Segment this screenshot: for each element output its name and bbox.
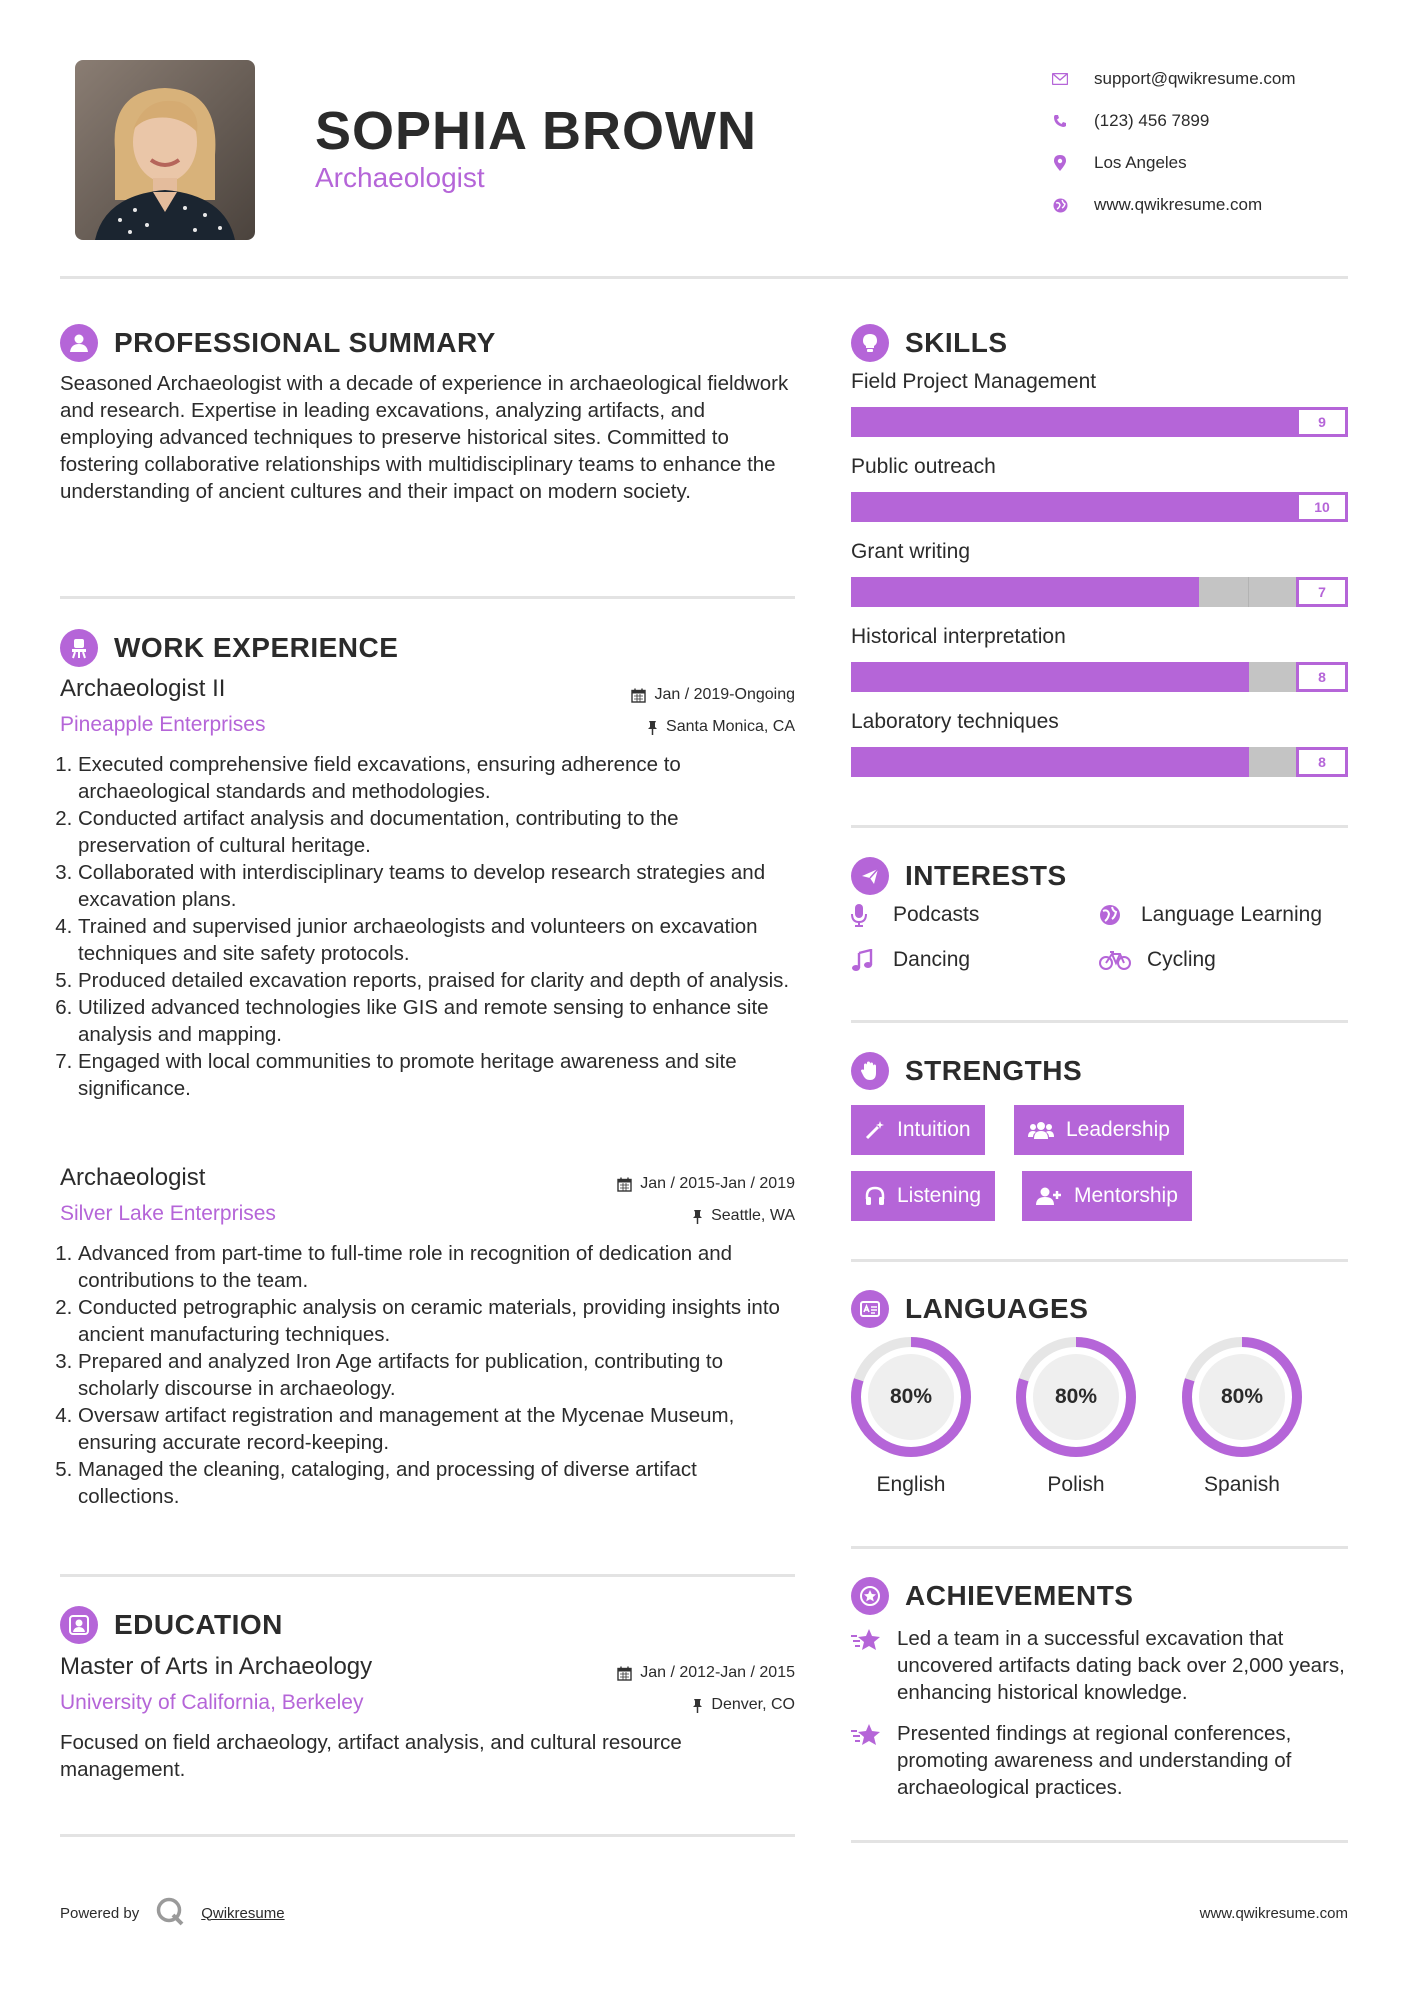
music-icon [851, 949, 879, 971]
skill-item [851, 710, 1348, 777]
skill-bar-segment [901, 662, 951, 692]
skill-bar-segment [1050, 407, 1100, 437]
skill-bar-segment [1099, 407, 1149, 437]
language-name: English [876, 1473, 946, 1496]
skill-name: Laboratory techniques [851, 710, 1059, 733]
shooting-star-icon [851, 1720, 897, 1801]
skill-bar-segment [950, 662, 1000, 692]
strength-tag: Intuition [851, 1105, 985, 1155]
skill-bar-segment [1099, 577, 1149, 607]
language-ring [849, 1335, 973, 1459]
skill-value: 10 [1296, 492, 1348, 522]
skill-name: Grant writing [851, 540, 971, 563]
list-item: 4. Oversaw artifact registration and management at the Mycenae Museum, ensuring accurate record-keeping. [78, 1402, 795, 1456]
summary-text: Seasoned Archaeologist with a decade of experience in archaeological fieldwork and research. Expertise in leading excavations, analyzing artifacts, and employing advanced techniques to preserve historical sites. Committed to fostering collaborative relationships with multidisciplinary teams to enhance the understanding of ancient cultures and their impact on modern society. [60, 372, 789, 503]
achievement-item: Presented findings at regional conferences, promoting awareness and understanding of archaeological practices. [851, 1720, 1351, 1801]
website-text: www.qwikresume.com [1094, 195, 1263, 214]
skill-bar-segment [1249, 747, 1299, 777]
skill-bar [851, 577, 1348, 607]
skill-bar-segment [1000, 407, 1050, 437]
paper-plane-icon [851, 857, 889, 895]
skill-bar-segment [1050, 577, 1100, 607]
skill-name: Historical interpretation [851, 625, 1066, 648]
work-title: WORK EXPERIENCE [114, 632, 399, 663]
education-title: EDUCATION [114, 1609, 283, 1640]
contact-email[interactable] [1050, 58, 1296, 100]
language-card-icon [851, 1290, 889, 1328]
skills-heading [851, 324, 1008, 362]
skill-item [851, 540, 1348, 607]
pushpin-icon [647, 720, 658, 735]
skill-bar-segment [1050, 492, 1100, 522]
skill-bar-segment [851, 577, 901, 607]
portrait-image [75, 60, 255, 240]
skill-bar-segment [950, 747, 1000, 777]
star-badge-icon [851, 1577, 889, 1615]
education-heading [60, 1606, 283, 1644]
strengths-title: STRENGTHS [905, 1055, 1083, 1086]
interests-heading [851, 857, 1067, 895]
skill-bar [851, 492, 1348, 522]
education-divider [60, 1834, 795, 1837]
location-text: Los Angeles [1094, 153, 1187, 172]
language-item [1180, 1335, 1304, 1497]
phone-text: (123) 456 7899 [1094, 111, 1210, 130]
strengths-divider [851, 1259, 1348, 1262]
envelope-icon [1050, 69, 1070, 89]
job-entry [60, 675, 795, 1102]
skill-bar [851, 407, 1348, 437]
skill-bar-segment [950, 407, 1000, 437]
qwikresume-link[interactable]: Qwikresume [201, 1904, 285, 1922]
language-item [849, 1335, 973, 1497]
achievement-item: Led a team in a successful excavation that uncovered artifacts dating back over 2,000 years, enhancing historical knowledge. [851, 1625, 1351, 1706]
language-item [1014, 1335, 1138, 1497]
contact-list [1050, 58, 1296, 226]
skill-value: 9 [1296, 407, 1348, 437]
headphones-icon [865, 1186, 885, 1206]
job-meta [631, 679, 795, 743]
skill-item [851, 455, 1348, 522]
list-item: 2. Conducted petrographic analysis on ceramic materials, providing insights into ancient manufacturing techniques. [78, 1294, 795, 1348]
language-name: Polish [1047, 1473, 1105, 1496]
calendar-icon [631, 688, 646, 703]
languages-title: LANGUAGES [905, 1293, 1089, 1324]
list-item: 5. Produced detailed excavation reports, praised for clarity and depth of analysis. [78, 967, 795, 994]
skills-title: SKILLS [905, 327, 1008, 358]
job-location: Seattle, WA [617, 1200, 795, 1232]
skill-bar-segment [901, 407, 951, 437]
magic-wand-icon [865, 1120, 885, 1140]
skill-bar-segment [1149, 747, 1199, 777]
skill-value: 8 [1296, 747, 1348, 777]
language-percent: 80% [889, 1385, 933, 1408]
skill-bar [851, 662, 1348, 692]
language-percent: 80% [1220, 1385, 1264, 1408]
skill-bar-segment [1099, 492, 1149, 522]
skills-divider [851, 825, 1348, 828]
job-title: Archaeologist [60, 1164, 206, 1191]
strength-tag: Mentorship [1022, 1171, 1192, 1221]
work-heading [60, 629, 398, 667]
work-divider [60, 1574, 795, 1577]
contact-website[interactable] [1050, 184, 1296, 226]
skill-bar-segment [950, 492, 1000, 522]
skill-value: 8 [1296, 662, 1348, 692]
job-dates: Jan / 2019-Ongoing [631, 679, 795, 711]
skill-item [851, 625, 1348, 692]
candidate-title: Archaeologist [315, 162, 485, 193]
skill-bar-segment [950, 577, 1000, 607]
skill-bar-segment [1199, 407, 1249, 437]
skill-bar-segment [851, 662, 901, 692]
skill-bar-segment [1249, 662, 1299, 692]
summary-divider [60, 596, 795, 599]
skill-bar-segment [1000, 662, 1050, 692]
raised-hand-icon [851, 1052, 889, 1090]
skill-bar [851, 747, 1348, 777]
education-dates: Jan / 2012-Jan / 2015 [617, 1657, 795, 1689]
list-item: 1. Advanced from part-time to full-time role in recognition of dedication and contributions to the team. [78, 1240, 795, 1294]
skill-bar-segment [851, 492, 901, 522]
skill-bar-segment [1149, 577, 1199, 607]
skill-bar-segment [1199, 662, 1249, 692]
user-icon [60, 324, 98, 362]
strength-tag: Leadership [1014, 1105, 1184, 1155]
language-percent: 80% [1054, 1385, 1098, 1408]
list-item: 3. Prepared and analyzed Iron Age artifacts for publication, contributing to scholarly discourse in archaeology. [78, 1348, 795, 1402]
job-meta [617, 1168, 795, 1232]
footer-website-link[interactable]: www.qwikresume.com [1199, 1905, 1348, 1922]
qwikresume-logo-icon [155, 1896, 185, 1930]
job-title: Archaeologist II [60, 675, 226, 702]
skill-value: 7 [1296, 577, 1348, 607]
contact-location [1050, 142, 1296, 184]
summary-heading [60, 324, 496, 362]
skill-bar-segment [1149, 492, 1199, 522]
job-entry [60, 1164, 795, 1510]
lightbulb-icon [851, 324, 889, 362]
skill-bar-segment [1149, 662, 1199, 692]
job-dates: Jan / 2015-Jan / 2019 [617, 1168, 795, 1200]
job-company: Pineapple Enterprises [60, 713, 266, 736]
list-item: 3. Collaborated with interdisciplinary teams to develop research strategies and excavation plans. [78, 859, 795, 913]
email-text: support@qwikresume.com [1094, 69, 1296, 88]
list-item: 1. Executed comprehensive field excavations, ensuring adherence to archaeological standards and methodologies. [78, 751, 795, 805]
bicycle-icon [1099, 950, 1133, 970]
achievements-heading [851, 1577, 1133, 1615]
interests-title: INTERESTS [905, 860, 1067, 891]
achievements-title: ACHIEVEMENTS [905, 1580, 1134, 1611]
skill-bar-segment [1149, 407, 1199, 437]
skill-bar-segment [1199, 747, 1249, 777]
strengths-heading [851, 1052, 1082, 1090]
languages-heading [851, 1290, 1088, 1328]
candidate-name: SOPHIA BROWN [315, 101, 757, 161]
graduate-icon [60, 1606, 98, 1644]
interest-item: Podcasts [851, 903, 979, 927]
language-name: Spanish [1204, 1473, 1280, 1496]
interest-item: Language Learning [1099, 903, 1322, 927]
skill-bar-segment [1249, 577, 1299, 607]
skill-bar-segment [901, 577, 951, 607]
phone-icon [1050, 111, 1070, 131]
calendar-icon [617, 1177, 632, 1192]
strength-tag: Listening [851, 1171, 995, 1221]
list-item: 7. Engaged with local communities to promote heritage awareness and site significance. [78, 1048, 795, 1102]
achievements-divider [851, 1840, 1348, 1843]
list-item: 6. Utilized advanced technologies like GIS and remote sensing to enhance site analysis and mapping. [78, 994, 795, 1048]
degree-title: Master of Arts in Archaeology [60, 1653, 373, 1680]
list-item: 2. Conducted artifact analysis and documentation, contributing to the preservation of cultural heritage. [78, 805, 795, 859]
skill-bar-segment [1249, 407, 1299, 437]
job-responsibilities [60, 751, 795, 1102]
skill-bar-segment [1199, 577, 1249, 607]
skill-bar-segment [1000, 492, 1050, 522]
interest-item: Dancing [851, 948, 970, 972]
pushpin-icon [692, 1209, 703, 1224]
education-description: Focused on field archaeology, artifact analysis, and cultural resource management. [60, 1731, 682, 1781]
skill-bar-segment [1000, 747, 1050, 777]
skill-bar-segment [851, 747, 901, 777]
skill-bar-segment [1199, 492, 1249, 522]
skill-bar-segment [901, 747, 951, 777]
job-responsibilities [60, 1240, 795, 1510]
profile-photo [75, 60, 255, 240]
contact-phone[interactable] [1050, 100, 1296, 142]
skill-bar-segment [1099, 662, 1149, 692]
globe-icon [1099, 904, 1127, 926]
language-ring [1014, 1335, 1138, 1459]
job-location: Santa Monica, CA [631, 711, 795, 743]
skill-item [851, 370, 1348, 437]
skill-bar-segment [901, 492, 951, 522]
interest-item: Cycling [1099, 948, 1216, 972]
education-entry [60, 1653, 795, 1783]
languages-divider [851, 1546, 1348, 1549]
microphone-icon [851, 903, 879, 927]
school-name: University of California, Berkeley [60, 1691, 364, 1714]
user-plus-icon [1036, 1186, 1062, 1206]
skill-bar-segment [851, 407, 901, 437]
language-ring [1180, 1335, 1304, 1459]
header-divider [60, 276, 1348, 279]
calendar-icon [617, 1666, 632, 1681]
powered-by-text: Powered by [60, 1904, 140, 1922]
skill-name: Field Project Management [851, 370, 1097, 393]
shooting-star-icon [851, 1625, 897, 1706]
skill-name: Public outreach [851, 455, 996, 478]
skill-bar-segment [1099, 747, 1149, 777]
job-company: Silver Lake Enterprises [60, 1202, 276, 1225]
skill-bar-segment [1249, 492, 1299, 522]
pushpin-icon [692, 1698, 703, 1713]
map-pin-icon [1050, 153, 1070, 173]
education-location: Denver, CO [617, 1689, 795, 1721]
education-meta [617, 1657, 795, 1721]
skill-bar-segment [1000, 577, 1050, 607]
globe-icon [1050, 195, 1070, 215]
interests-divider [851, 1020, 1348, 1023]
footer-branding [60, 1896, 285, 1930]
summary-title: PROFESSIONAL SUMMARY [114, 327, 496, 358]
chair-icon [60, 629, 98, 667]
skill-bar-segment [1050, 662, 1100, 692]
list-item: 5. Managed the cleaning, cataloging, and processing of diverse artifact collections. [78, 1456, 795, 1510]
skill-bar-segment [1050, 747, 1100, 777]
users-icon [1028, 1120, 1054, 1140]
list-item: 4. Trained and supervised junior archaeologists and volunteers on excavation techniques and site safety protocols. [78, 913, 795, 967]
